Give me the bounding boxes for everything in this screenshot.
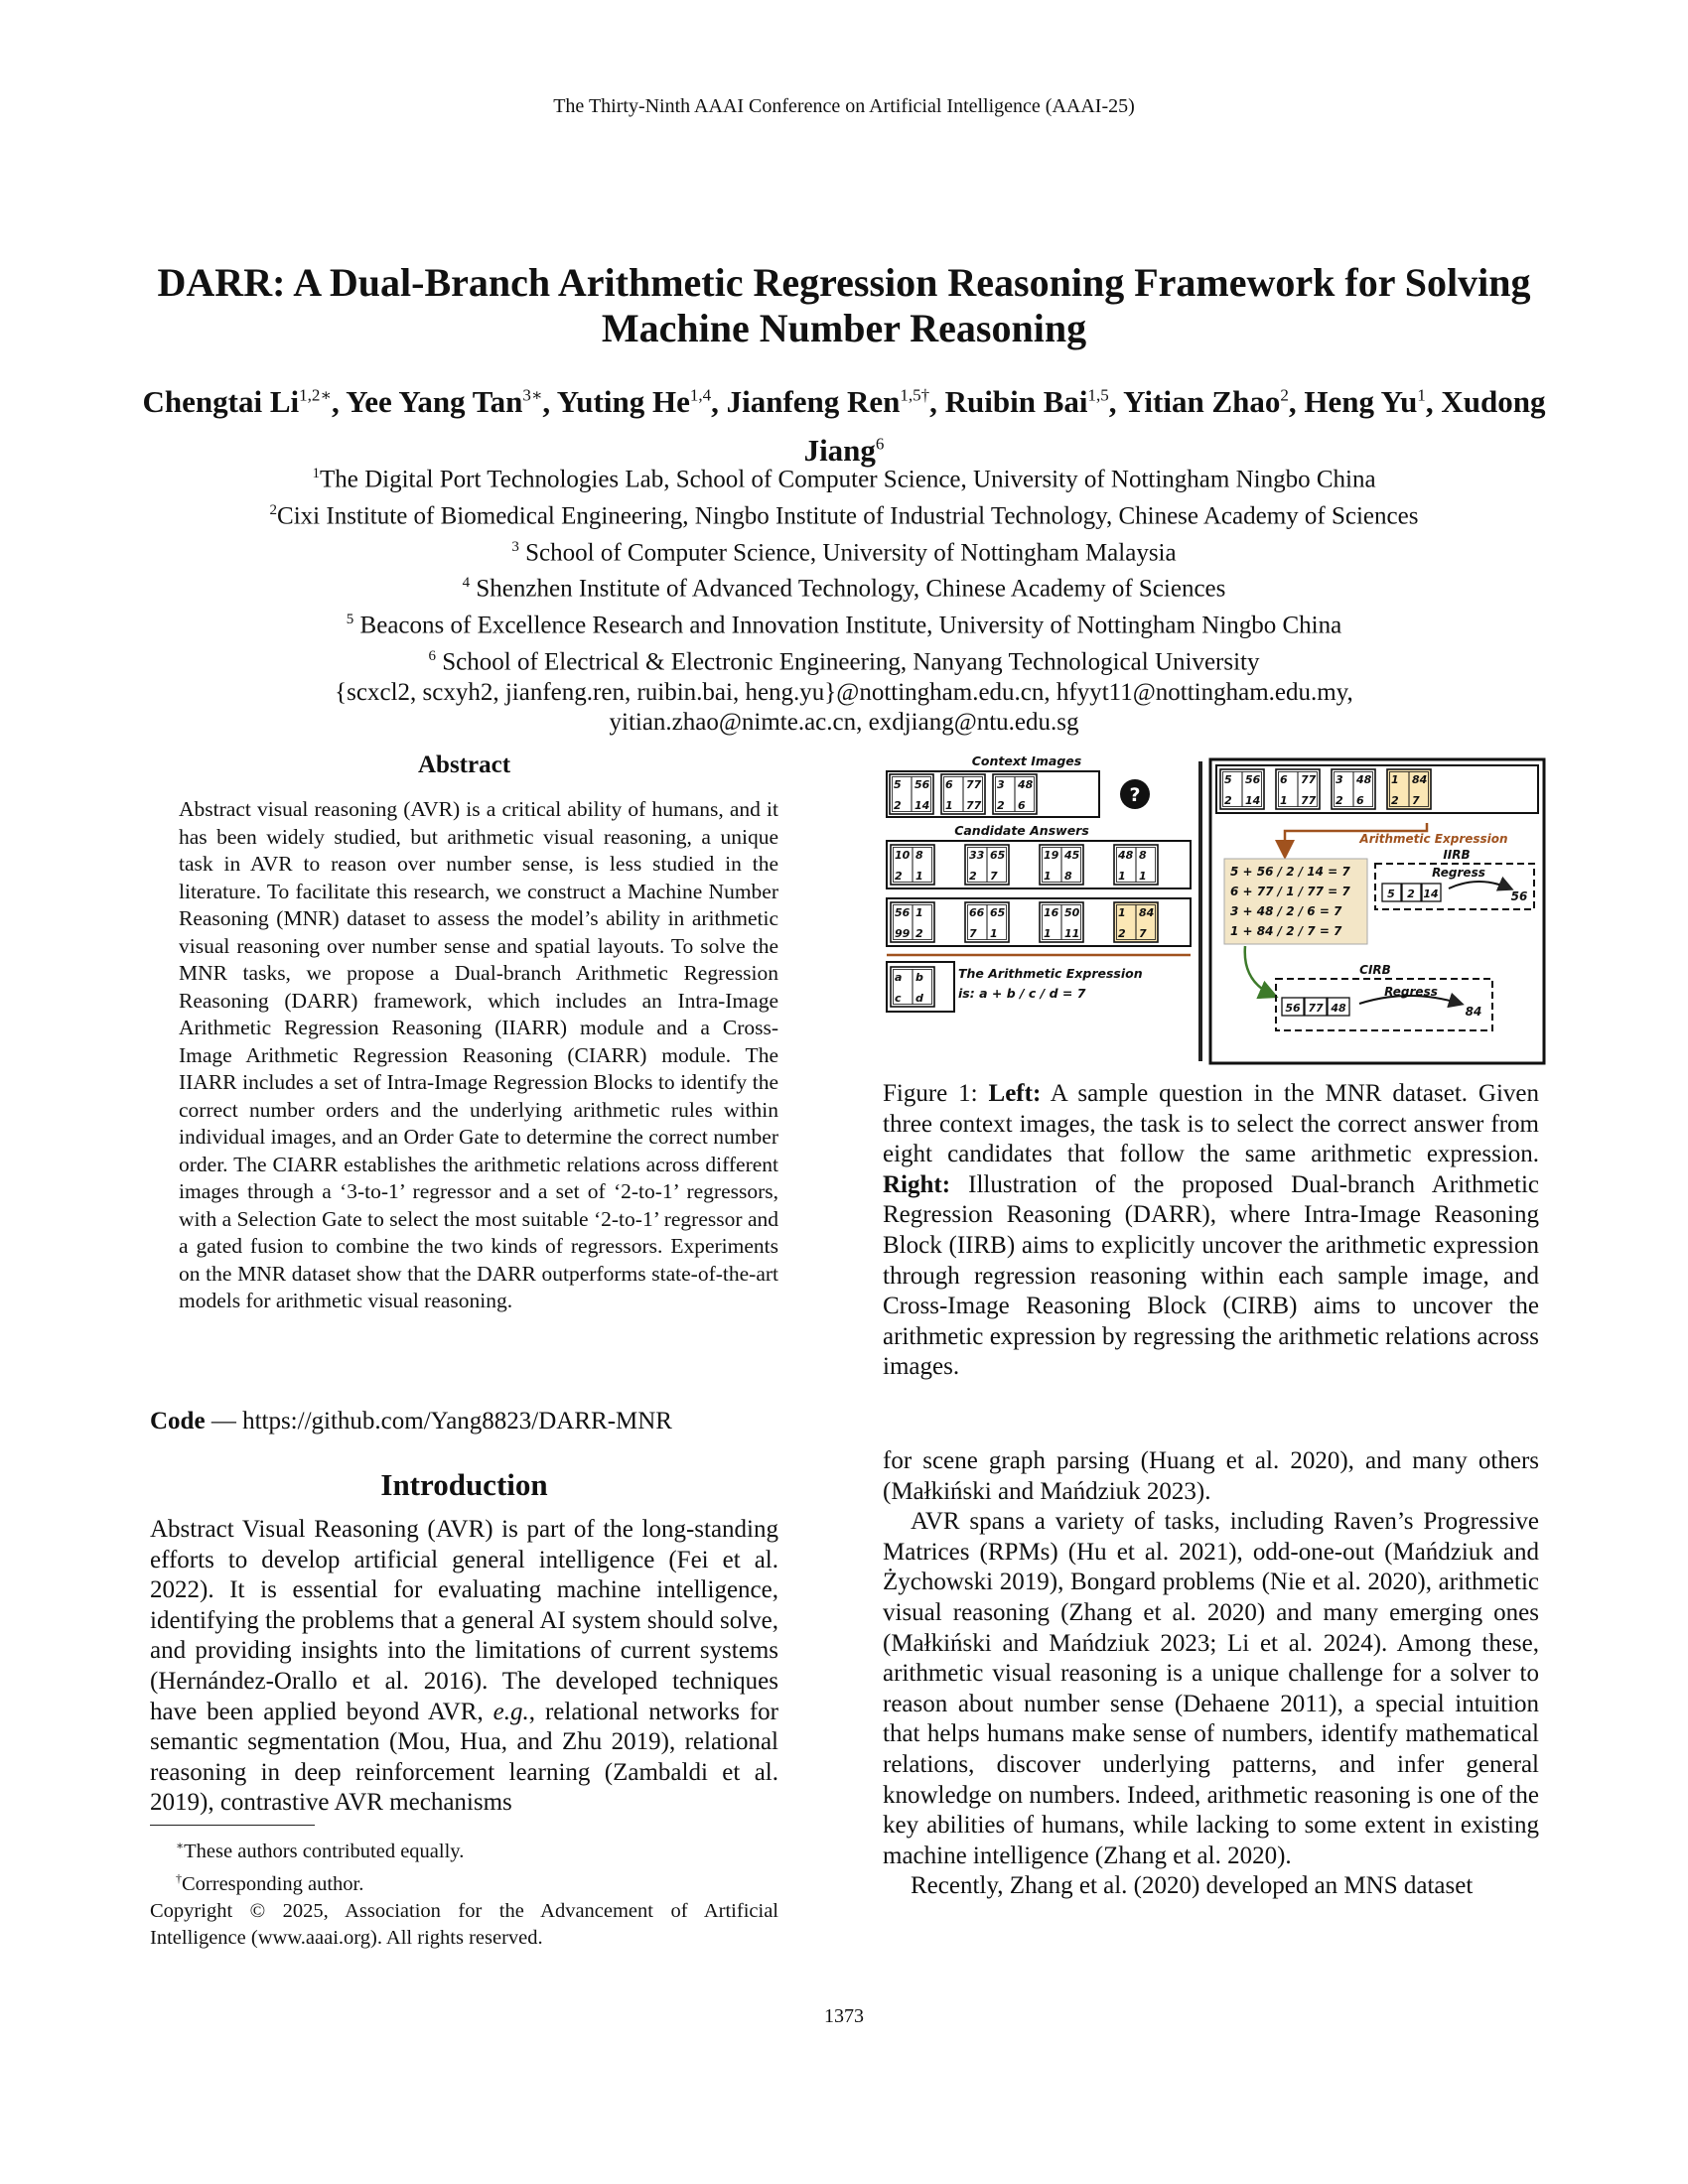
affiliation: $^2$Cixi Institute of Biomedical Engineering, Ningbo Institute of Industrial Technology, Chinese Academy of Sciences xyxy=(269,501,1419,530)
paper-title: DARR: A Dual-Branch Arithmetic Regression Reasoning Framework for Solving Machine Number Reasoning xyxy=(157,260,1531,350)
cell-value: 2 xyxy=(894,799,902,812)
cell-value: 10 xyxy=(895,849,911,862)
cell-value: 3 xyxy=(1336,773,1343,786)
expression-title: The Arithmetic Expression xyxy=(958,966,1143,981)
equation-line: 3 + 48 / 2 / 6 = 7 xyxy=(1230,904,1342,918)
cell-value: 8 xyxy=(915,849,923,862)
cell-value: 77 xyxy=(1301,794,1317,807)
equation-line: 1 + 84 / 2 / 7 = 7 xyxy=(1230,924,1342,938)
right-panel xyxy=(1276,769,1320,809)
context-panel xyxy=(941,774,985,814)
affiliation: $^6$ School of Electrical & Electronic Engineering, Nanyang Technological University xyxy=(428,648,1260,676)
cell-value: 77 xyxy=(966,778,982,791)
iirb-regress-label: Regress xyxy=(1432,866,1485,880)
footnote-rule xyxy=(150,1825,315,1826)
cell-value: 2 xyxy=(1118,927,1126,940)
iirb-input-value: 5 xyxy=(1387,887,1395,900)
cell-value: 66 xyxy=(969,906,985,919)
cirb-label: CIRB xyxy=(1359,963,1391,977)
cell-value: 19 xyxy=(1044,849,1059,862)
figure-1 xyxy=(883,751,1548,1069)
cirb-input-value: 56 xyxy=(1285,1002,1301,1015)
paragraph-continuation: for scene graph parsing (Huang et al. 2020), and many others (Małkiński and Mańdziuk 2023). xyxy=(883,1447,1539,1505)
cell-value: 84 xyxy=(1412,773,1428,786)
cirb-output-value: 84 xyxy=(1465,1005,1482,1019)
cell-value: 11 xyxy=(1064,927,1080,940)
paragraph-mns-dataset: Recently, Zhang et al. (2020) developed an MNS dataset xyxy=(911,1872,1474,1900)
cell-value: 33 xyxy=(969,849,985,862)
cell-value: 2 xyxy=(895,870,903,883)
cell-value: 1 xyxy=(915,870,923,883)
arrow-to-cirb xyxy=(1245,946,1274,996)
introduction-heading: Introduction xyxy=(380,1467,548,1502)
cell-value: 6 xyxy=(945,778,953,791)
code-link[interactable]: https://github.com/Yang8823/DARR-MNR xyxy=(242,1408,672,1434)
cirb-input-value: 77 xyxy=(1308,1002,1324,1015)
intro-paragraph: Abstract Visual Reasoning (AVR) is part of the long-standing efforts to develop artificial general intelligence (Fei et al. 2022). It is essential for evaluating machine intelligence, identifying the problems that a general AI system should solve, and providing insights into the limitations of current systems (Hernández-Orallo et al. 2016). The developed techniques have been applied beyond AVR, e.g., relational networks for semantic segmentation (Mou, Hua, and Zhu 2019), relational reasoning in deep reinforcement learning (Zambaldi et al. 2019), contrastive AVR mechanisms xyxy=(150,1516,779,1817)
context-panel xyxy=(890,774,933,814)
figure-1-caption: Figure 1: Left: A sample question in the MNR dataset. Given three context images, the task is to select the correct answer from eight candidates that follow the same arithmetic expression. Right: Illustration of the proposed Dual-branch Arithmetic Regression Reasoning (DARR), where Intra-Image Reasoning Block (IIRB) aims to explicitly uncover the arithmetic expression through regression reasoning within each sample image, and Cross-Image Reasoning Block (CIRB) aims to uncover the arithmetic expression by regressing the arithmetic relations across images. xyxy=(883,1080,1540,1381)
equation-line: 5 + 56 / 2 / 14 = 7 xyxy=(1230,865,1350,879)
affiliation: $^3$ School of Computer Science, University of Nottingham Malaysia xyxy=(511,538,1177,566)
author: Jianfeng Ren$^{1,5\dagger}$ xyxy=(726,384,930,420)
cell-value: d xyxy=(915,992,923,1005)
cell-value: b xyxy=(915,971,923,984)
cell-value: 1 xyxy=(990,927,998,940)
cell-value: 2 xyxy=(1224,794,1232,807)
affiliation: $^5$ Beacons of Excellence Research and Innovation Institute, University of Nottingham Ningbo China xyxy=(346,612,1342,639)
cirb-input-value: 48 xyxy=(1331,1002,1346,1015)
cell-value: 1 xyxy=(1118,870,1126,883)
footnote-equal-contribution: ∗These authors contributed equally. xyxy=(176,1839,465,1862)
email-line: {scxcl2, scxyh2, jianfeng.ren, ruibin.bai, heng.yu}@nottingham.edu.cn, hfyyt11@nottingham.edu.my, xyxy=(335,678,1353,706)
cirb-regress-label: Regress xyxy=(1384,985,1438,999)
author: Heng Yu$^1$ xyxy=(1304,384,1426,420)
cell-value: a xyxy=(895,971,903,984)
author-list: Chengtai $Li^{1,2∗}$, Yee Yang Tan$^{3∗}$, Yuting He$^{1,4}$, Jianfeng Ren$^{1,5\dagger}$, Ruibin Bai$^{1,5}$, Yitian Zhao$^2$, Heng Yu$^1$, Xudong Jiang$^6$ xyxy=(142,384,1546,468)
candidate-panel xyxy=(1040,902,1083,942)
cell-value: 8 xyxy=(1064,870,1072,883)
author: Xudong Jiang$^6$ xyxy=(803,384,1546,468)
candidate-panel xyxy=(1114,845,1158,885)
candidate-panel xyxy=(891,902,934,942)
candidate-panel xyxy=(965,845,1009,885)
footnote-corresponding: †Corresponding author. xyxy=(176,1870,364,1895)
cell-value: 1 xyxy=(1139,870,1147,883)
abstract-heading: Abstract xyxy=(417,751,511,778)
right-panel xyxy=(1220,769,1264,809)
cell-value: 1 xyxy=(945,799,953,812)
cell-value: 7 xyxy=(990,870,998,883)
conference-header: The Thirty-Ninth AAAI Conference on Artificial Intelligence (AAAI-25) xyxy=(553,95,1135,117)
cell-value: 1 xyxy=(1044,927,1052,940)
cell-value: 3 xyxy=(997,778,1005,791)
cell-value: 2 xyxy=(915,927,923,940)
right-panel xyxy=(1332,769,1375,809)
expression-formula: is: a + b / c / d = 7 xyxy=(958,986,1086,1001)
cell-value: 65 xyxy=(990,906,1006,919)
cell-value: c xyxy=(895,992,902,1005)
equation-line: 6 + 77 / 1 / 77 = 7 xyxy=(1230,885,1350,898)
paragraph-avr-tasks: AVR spans a variety of tasks, including Raven’s Progressive Matrices (RPMs) (Hu et al. 2021), odd-one-out (Mańdziuk and Żychowski 2019), Bongard problems (Nie et al. 2020), arithmetic visual reasoning (Zhang et al. 2020) and many emerging ones (Małkiński and Mańdziuk 2023; Li et al. 2024). Among these, arithmetic visual reasoning is a unique challenge for a solver to reason about number sense (Dehaene 2011), a special intuition that helps humans make sense of numbers, identify mathematical relations, discover underlying patterns, and infer general knowledge on numbers. Indeed, arithmetic reasoning is one of the key abilities of humans, while lacking to some extent in existing machine intelligence (Zhang et al. 2020). xyxy=(883,1508,1539,1869)
context-images-label: Context Images xyxy=(971,753,1082,768)
cell-value: 7 xyxy=(1412,794,1420,807)
cell-value: 16 xyxy=(1044,906,1059,919)
cell-value: 48 xyxy=(1018,778,1034,791)
cell-value: 14 xyxy=(1245,794,1261,807)
cell-value: 45 xyxy=(1064,849,1080,862)
cell-value: 50 xyxy=(1064,906,1080,919)
cell-value: 5 xyxy=(1224,773,1232,786)
cell-value: 8 xyxy=(1139,849,1147,862)
cell-value: 6 xyxy=(1280,773,1288,786)
cell-value: 1 xyxy=(1118,906,1126,919)
iirb-output-value: 56 xyxy=(1510,889,1528,903)
cell-value: 5 xyxy=(894,778,902,791)
candidate-panel xyxy=(965,902,1009,942)
cell-value: 1 xyxy=(1280,794,1288,807)
cell-value: 7 xyxy=(1139,927,1147,940)
cell-value: 2 xyxy=(1391,794,1399,807)
author: Yitian Zhao$^2$ xyxy=(1123,384,1289,420)
cell-value: 77 xyxy=(1301,773,1317,786)
cell-value: 48 xyxy=(1118,849,1134,862)
code-line: Code — https://github.com/Yang8823/DARR-MNR xyxy=(150,1408,672,1434)
right-panel xyxy=(1387,769,1431,809)
cell-value: 6 xyxy=(1018,799,1026,812)
author: Yee Yang Tan$^{3∗}$ xyxy=(346,384,543,420)
affiliations xyxy=(139,459,1549,739)
cell-value: 6 xyxy=(1356,794,1364,807)
iirb-input-value: 2 xyxy=(1407,887,1415,900)
cell-value: 65 xyxy=(990,849,1006,862)
affiliation: $^1$The Digital Port Technologies Lab, School of Computer Science, University of Nottingham Ningbo China xyxy=(312,466,1376,493)
author: Ruibin Bai$^{1,5}$ xyxy=(944,384,1109,420)
cell-value: 77 xyxy=(966,799,982,812)
context-panel xyxy=(993,774,1037,814)
cell-value: 56 xyxy=(1245,773,1261,786)
author: Yuting He$^{1,4}$ xyxy=(556,384,712,420)
cell-value: 1 xyxy=(915,906,923,919)
iirb-input-value: 14 xyxy=(1423,887,1439,900)
abstract-text: Abstract visual reasoning (AVR) is a critical ability of humans, and it has been widely studied, but arithmetic visual reasoning, a unique task in AVR to reason over number sense, is less studied in the literature. To facilitate this research, we construct a Machine Number Reasoning (MNR) dataset to assess the model’s ability in arithmetic visual reasoning over number sense and spatial layouts. To solve the MNR tasks, we propose a Dual-branch Arithmetic Regression Reasoning (DARR) framework, which includes an Intra-Image Arithmetic Regression Reasoning (IIARR) module and a Cross-Image Arithmetic Regression Reasoning (CIARR) module. The IIARR includes a set of Intra-Image Regression Blocks to identify the correct number orders and the underlying arithmetic rules within individual images, and an Order Gate to determine the correct number order. The CIARR establishes the arithmetic relations across different images through a ‘3-to-1’ regressor and a set of ‘2-to-1’ regressors, with a Selection Gate to select the most suitable ‘2-to-1’ regressor and a gated fusion to combine the two kinds of regressors. Experiments on the MNR dataset show that the DARR outperforms state-of-the-art models for arithmetic visual reasoning. xyxy=(179,797,778,1312)
author: Chengtai $Li^{1,2∗}$ xyxy=(142,384,332,420)
intro-continuation xyxy=(883,1446,1539,1902)
cell-value: 2 xyxy=(969,870,977,883)
affiliation: $^4$ Shenzhen Institute of Advanced Technology, Chinese Academy of Sciences xyxy=(462,575,1226,603)
figure-1-diagram xyxy=(883,751,1548,1069)
candidate-answers-label: Candidate Answers xyxy=(954,823,1089,838)
candidate-panel xyxy=(1114,902,1158,942)
iirb-label: IIRB xyxy=(1443,848,1471,862)
legend-panel xyxy=(891,967,934,1007)
cell-value: 2 xyxy=(1336,794,1343,807)
arithmetic-expression-label: Arithmetic Expression xyxy=(1359,832,1508,846)
copyright-notice: Copyright © 2025, Association for the Advancement of Artificial Intelligence (www.aaai.org). All rights reserved. xyxy=(150,1899,778,1949)
cell-value: 56 xyxy=(914,778,930,791)
cell-value: 2 xyxy=(997,799,1005,812)
question-mark-glyph: ? xyxy=(1129,784,1141,806)
email-line: yitian.zhao@nimte.ac.cn, exdjiang@ntu.edu.sg xyxy=(609,709,1079,737)
cell-value: 56 xyxy=(895,906,911,919)
cell-value: 1 xyxy=(1391,773,1399,786)
cell-value: 14 xyxy=(914,799,930,812)
cell-value: 7 xyxy=(969,927,977,940)
candidate-panel xyxy=(1040,845,1083,885)
cell-value: 1 xyxy=(1044,870,1052,883)
iirb-regress-arrow xyxy=(1449,882,1510,888)
candidate-panel xyxy=(891,845,934,885)
cell-value: 48 xyxy=(1356,773,1372,786)
footnotes xyxy=(150,1833,778,1952)
cell-value: 99 xyxy=(895,927,911,940)
page-number: 1373 xyxy=(824,2005,864,2027)
cell-value: 84 xyxy=(1139,906,1155,919)
